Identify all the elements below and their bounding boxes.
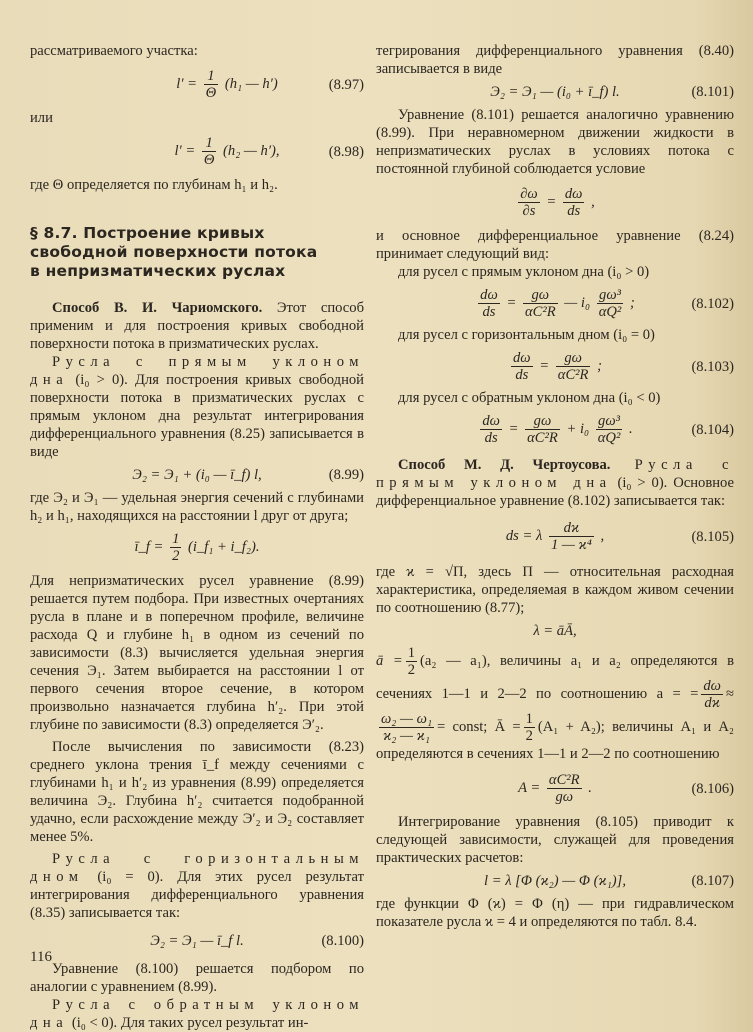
paragraph (30, 299, 364, 353)
paragraph: для русел с прямым уклоном дна (i₀ > 0) (398, 264, 650, 280)
numerator: 1 (202, 135, 217, 152)
denominator: ∂s (522, 203, 536, 219)
paragraph-text: (i₀ > 0). Основное дифференциальное уравнение (8.102) записывается так: (376, 475, 734, 509)
paragraph-text: (i₀ = 0). Для этих русел результат интегрирования дифференциального уравнения (8.35) записывается так: (30, 869, 364, 921)
numerator: gω (556, 350, 591, 367)
equation-number: (8.101) (691, 84, 734, 100)
eq-lhs: l′ = (176, 75, 198, 92)
equation-number: (8.102) (691, 295, 734, 312)
fraction (563, 186, 585, 219)
paragraph-text: (i₀ > 0). Для построения кривых свободной поверхности потока в призматических руслах с прямым уклоном дна результат интегрирования дифференциального уравнения (8.25) записывается в виде (30, 372, 364, 460)
equation-number: (8.106) (691, 780, 734, 797)
paragraph: Уравнение (8.100) решается подбором по аналогии с уравнением (8.99). (30, 961, 364, 995)
eq-term: — i₀ (564, 294, 591, 311)
denominator: 2 (525, 728, 533, 744)
numerator: 1 (204, 68, 219, 85)
text-segment: величины A₁ и A₂ определяются в сечениях 1—1 и 2—2 по соотношению (376, 718, 735, 762)
text-segment: (A₁ + A₂); (537, 718, 605, 735)
denominator: 2 (172, 548, 180, 564)
denominator: ds (567, 203, 581, 219)
fraction (525, 413, 560, 446)
numerator: ω₂ — ω₁ (381, 711, 433, 727)
paragraph (376, 645, 734, 764)
paragraph: и основное дифференциальное уравнение (8.24) принимает следующий вид: (376, 228, 734, 262)
heading-line: свободной поверхности потока (30, 243, 318, 261)
text-segment: = const; Ā = (437, 718, 521, 735)
fraction (478, 287, 500, 320)
equation-number: (8.99) (328, 467, 364, 483)
equation-8-104 (376, 413, 734, 446)
heading-line: в непризматических руслах (30, 262, 286, 280)
equation-mean-slope (30, 531, 364, 564)
denominator: αC²R (524, 304, 556, 320)
fraction (480, 413, 502, 446)
paragraph: для русел с обратным уклоном дна (i₀ < 0) (398, 390, 661, 406)
eq-lhs: ds = λ (505, 527, 543, 544)
equals-sign: = (506, 294, 517, 311)
numerator: gω (525, 413, 560, 430)
text-segment: ā = (376, 652, 403, 669)
punctuation: . (628, 420, 633, 437)
paragraph-text: Этот способ применим и для построения кривых свободной поверхности потока в призматических руслах. (30, 300, 364, 352)
numerator: dω (482, 413, 500, 429)
fraction (379, 711, 434, 744)
paragraph: для русел с горизонтальным дном (i₀ = 0) (398, 327, 655, 343)
equation-8-106 (376, 772, 734, 805)
spaced-subheading: Русла с обратным уклоном дна (30, 997, 364, 1031)
fraction (406, 645, 417, 678)
denominator: gω (555, 789, 574, 805)
equation-expression: l = λ [Φ (ϰ₂) — Φ (ϰ₁)], (484, 873, 626, 889)
page-number: 116 (30, 949, 52, 965)
fraction (556, 350, 591, 383)
eq-lhs: ī_f = (134, 538, 164, 555)
fraction (547, 772, 582, 805)
paragraph: тегрирования дифференциального уравнения (8.40) записывается в виде (376, 43, 734, 77)
fraction (204, 68, 219, 101)
numerator: gω³ (596, 413, 623, 430)
paragraph: где функции Φ (ϰ) = Φ (η) — при гидравлическом показателе русла ϰ = 4 и определяются по табл. 8.4. (376, 896, 734, 930)
numerator: dω (480, 287, 498, 303)
denominator: dϰ (704, 695, 720, 711)
numerator: 1 (525, 711, 533, 727)
denominator: ds (484, 430, 498, 446)
equals-sign: = (546, 193, 557, 210)
paragraph: После вычисления по зависимости (8.23) среднего уклона трения ī_f между сечениями с глубинами h₁ и h′₂ из уравнения (8.99) определяется величина Э₂. Глубина h′₂ считается подобранной удачно, если расхождение между Э′₂ и Э₂ составляет менее 5%. (30, 739, 364, 845)
numerator: dω (564, 186, 583, 202)
equation-8-101 (376, 83, 734, 101)
fraction (202, 135, 217, 168)
equation-8-100 (30, 932, 364, 950)
equation-8-99 (30, 466, 364, 484)
spaced-subheading: Русла с прямым уклоном дна (376, 457, 734, 491)
spaced-subheading: Русла с горизонтальным дном (30, 851, 364, 885)
punctuation: ; (597, 357, 602, 374)
punctuation: , (591, 193, 595, 210)
paragraph: где Э₂ и Э₁ — удельная энергия сечений с глубинами h₂ и h₁, находящихся на расстоянии l друг от друга; (30, 490, 364, 524)
equation-number: (8.98) (328, 143, 364, 160)
paragraph: или (30, 110, 53, 126)
numerator: 1 (172, 531, 180, 547)
equation-number: (8.97) (328, 76, 364, 93)
equation-expression: Э₂ = Э₁ — (i₀ + ī_f) l. (490, 84, 620, 100)
fraction (518, 186, 540, 219)
equation-8-102 (376, 287, 734, 320)
fraction (524, 711, 535, 744)
method-title: Способ В. И. Чариомского. (52, 300, 263, 316)
numerator: αC²R (548, 772, 580, 788)
denominator: αC²R (527, 430, 558, 446)
spaced-subheading: Русла с прямым уклоном дна (30, 354, 364, 388)
eq-rhs: (h₁ — h′) (224, 75, 278, 92)
paragraph: Уравнение (8.101) решается аналогично уравнению (8.99). При неравномерном движении жидкости в непризматических руслах в условиях потока с постоянной глубиной соблюдается условие (376, 107, 734, 177)
heading-line: § 8.7. Построение кривых (30, 224, 265, 242)
denominator: ϰ₂ — ϰ₁ (383, 728, 430, 744)
right-column (376, 42, 734, 931)
equation-number: (8.103) (691, 358, 734, 375)
paragraph (30, 996, 364, 1032)
equation-8-98 (90, 135, 364, 168)
equation-8-105 (376, 520, 734, 553)
paragraph (376, 456, 734, 510)
paragraph (30, 850, 364, 922)
denominator: Θ (205, 85, 217, 101)
fraction (701, 678, 723, 711)
denominator: αQ² (597, 430, 621, 446)
punctuation: ; (629, 294, 635, 311)
denominator: 2 (407, 662, 416, 678)
eq-rhs: (i_f₁ + i_f₂). (188, 538, 260, 555)
equation-number: (8.100) (321, 933, 364, 949)
denominator: αC²R (557, 367, 589, 383)
paragraph: рассматриваемого участка: (30, 43, 198, 59)
denominator: αQ² (598, 304, 622, 320)
numerator: dω (513, 350, 531, 366)
paragraph: где ϰ = √Π, здесь Π — относительная расходная характеристика, определяемая в каждом живом сечении по соотношению (8.77); (376, 564, 734, 616)
paragraph: где Θ определяется по глубинам h₁ и h₂. (30, 177, 278, 193)
fraction (170, 531, 181, 564)
paragraph: Для непризматических русел уравнение (8.99) решается путем подбора. При известных очертаниях русла в плане и в поперечном профиле, величине расхода Q и глубине h₁ в одном из сечений по зависимости (8.3) вычисляется удельная энергия сечения Э₁. Затем выбирается на расстоянии l от первого сечения второе сечение, в котором произвольно назначается глубина h′₂. При этой глубине по зависимости (8.3) определяется Э′₂. (30, 573, 364, 733)
fraction (549, 520, 594, 553)
equation-8-107 (376, 872, 734, 890)
numerator: gω (523, 287, 558, 304)
equation-number: (8.107) (691, 873, 734, 889)
numerator: dϰ (549, 520, 594, 537)
equation-expression: Э₂ = Э₁ — ī_f l. (150, 933, 244, 949)
equation-expression: Э₂ = Э₁ + (i₀ — ī_f) l, (132, 467, 262, 483)
equation-condition (376, 186, 734, 219)
method-title: Способ М. Д. Чертоусова. (398, 457, 611, 473)
denominator: ds (482, 304, 496, 320)
paragraph: Интегрирование уравнения (8.105) приводит к следующей зависимости, служащей для проведения практических расчетов: (376, 814, 734, 866)
eq-rhs: (h₂ — h′), (223, 142, 280, 159)
text-segment: ≈ (725, 685, 734, 702)
paragraph (30, 353, 364, 461)
text-segment: = (690, 685, 699, 702)
fraction (597, 287, 624, 320)
fraction (511, 350, 533, 383)
punctuation: , (600, 527, 605, 544)
equation-8-97 (90, 68, 364, 101)
eq-lhs: A = (518, 779, 541, 796)
section-heading (30, 224, 364, 281)
punctuation: . (588, 779, 592, 796)
denominator: 1 — ϰ⁴ (550, 537, 592, 553)
numerator: dω (703, 678, 721, 694)
denominator: Θ (203, 152, 215, 168)
equation-lambda (376, 622, 734, 640)
fraction (596, 413, 623, 446)
denominator: ds (515, 367, 529, 383)
equals-sign: = (539, 357, 550, 374)
equals-sign: = (508, 420, 519, 437)
equation-number: (8.105) (691, 528, 734, 545)
paragraph-text: (i₀ < 0). Для таких русел результат ин- (68, 1015, 309, 1031)
equation-expression: λ = āĀ, (533, 623, 577, 639)
numerator: 1 (407, 645, 416, 661)
numerator: gω³ (597, 287, 624, 304)
equation-8-103 (376, 350, 734, 383)
eq-term: + i₀ (566, 420, 590, 437)
numerator: ∂ω (520, 186, 538, 202)
equation-number: (8.104) (691, 421, 734, 438)
text-segment: (a₂ — a₁), величины a₁ и a₂ определяются в сечениях 1—1 и 2—2 по соотношению a = (376, 652, 734, 702)
fraction (523, 287, 558, 320)
eq-lhs: l′ = (174, 142, 196, 159)
left-column (30, 42, 364, 1032)
